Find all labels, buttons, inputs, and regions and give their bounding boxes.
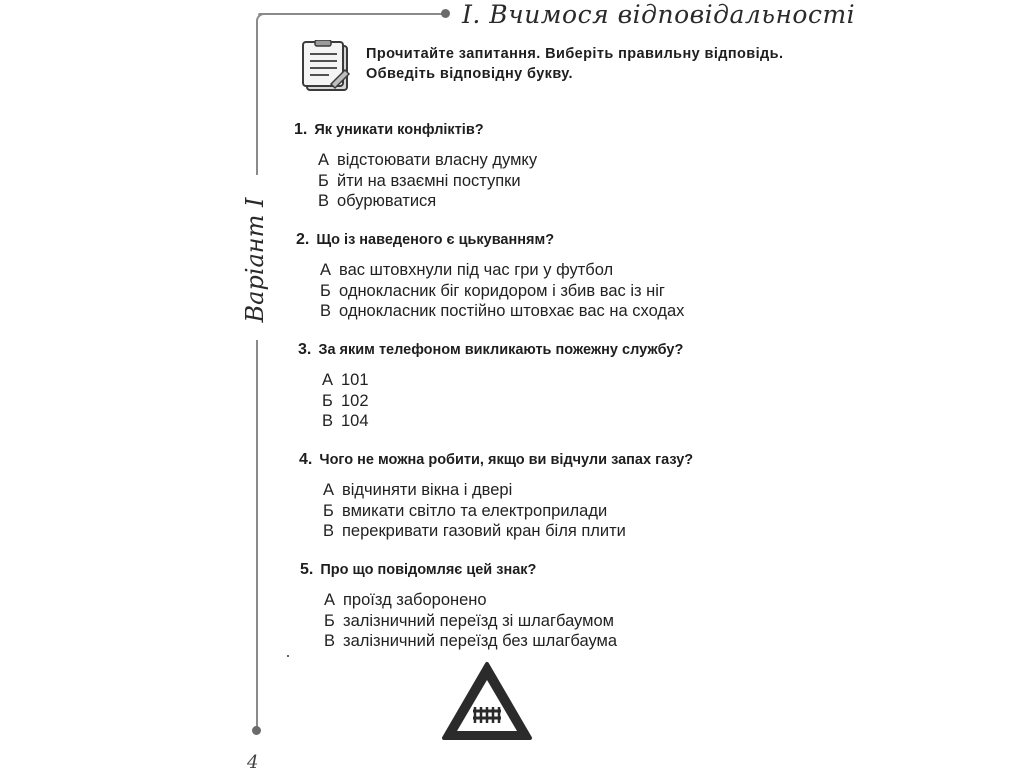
question-4 <box>299 449 693 558</box>
question-title <box>299 449 693 471</box>
answer-option[interactable] <box>322 370 683 391</box>
answer-text: відстоювати власну думку <box>337 151 538 169</box>
answer-text: вас штовхнули під час гри у футбол <box>339 261 614 279</box>
instruction-text: Прочитайте запитання. Виберіть правильну відповідь. Обведіть відповідну букву. <box>366 46 784 82</box>
answer-letter[interactable]: Б <box>322 391 333 410</box>
answer-option[interactable] <box>323 521 693 542</box>
answer-text: 102 <box>341 391 369 410</box>
question-text: Як уникати конфліктів? <box>314 122 484 138</box>
answer-letter[interactable]: А <box>320 261 332 279</box>
answer-letter[interactable]: В <box>322 412 334 430</box>
answer-list <box>322 370 683 432</box>
answer-text: 101 <box>341 371 369 389</box>
answer-option[interactable] <box>318 191 537 212</box>
answer-letter[interactable]: В <box>324 632 336 650</box>
answer-text: проїзд заборонено <box>343 591 487 609</box>
question-text: Що із наведеного є цькуванням? <box>316 232 555 248</box>
answer-letter[interactable]: А <box>324 591 336 609</box>
frame-top-rule <box>258 13 446 15</box>
page-number: 4 <box>247 752 259 768</box>
answer-option[interactable] <box>324 590 617 611</box>
variant-label: Варіант I <box>241 197 269 323</box>
answer-option[interactable] <box>324 611 617 632</box>
answer-option[interactable] <box>323 480 693 501</box>
question-text: За яким телефоном викликають пожежну службу? <box>318 342 684 358</box>
question-number: 4. <box>299 451 313 468</box>
question-number: 3. <box>298 341 312 358</box>
answer-list <box>318 150 537 212</box>
answer-letter[interactable]: В <box>320 302 332 320</box>
frame-bottom-dot <box>252 726 261 735</box>
answer-text: вмикати світло та електроприлади <box>342 501 608 520</box>
answer-list <box>320 260 684 322</box>
railway-crossing-with-barrier-sign-icon <box>440 660 534 742</box>
question-title <box>294 119 537 141</box>
answer-option[interactable] <box>318 150 537 171</box>
answer-option[interactable] <box>324 631 617 652</box>
question-number: 2. <box>296 231 310 248</box>
answer-text: залізничний переїзд зі шлагбаумом <box>343 611 614 630</box>
answer-text: однокласник постійно штовхає вас на сходах <box>339 302 685 320</box>
notepad-icon <box>301 40 353 92</box>
answer-text: залізничний переїзд без шлагбаума <box>343 632 618 650</box>
section-title: І. Вчимося відповідальності <box>462 0 856 29</box>
answer-letter[interactable]: Б <box>323 501 334 520</box>
question-title <box>298 339 683 361</box>
answer-text: однокласник біг коридором і збив вас із ніг <box>339 281 665 300</box>
question-5 <box>300 559 617 668</box>
frame-left-rule-lower <box>256 340 258 728</box>
answer-list <box>323 480 693 542</box>
answer-letter[interactable]: Б <box>318 171 329 190</box>
question-title <box>296 229 684 251</box>
answer-option[interactable] <box>322 411 683 432</box>
print-speck <box>287 655 289 657</box>
answer-option[interactable] <box>318 171 537 192</box>
answer-letter[interactable]: Б <box>320 281 331 300</box>
answer-option[interactable] <box>320 301 684 322</box>
question-3 <box>298 339 683 448</box>
frame-left-rule-upper <box>256 21 258 175</box>
answer-option[interactable] <box>320 260 684 281</box>
question-number: 1. <box>294 121 308 138</box>
question-title <box>300 559 617 581</box>
answer-option[interactable] <box>320 281 684 302</box>
answer-list <box>324 590 617 652</box>
question-2 <box>296 229 684 338</box>
answer-text: обурюватися <box>337 192 437 210</box>
answer-letter[interactable]: А <box>318 151 330 169</box>
answer-option[interactable] <box>322 391 683 412</box>
answer-letter[interactable]: В <box>318 192 330 210</box>
answer-letter[interactable]: А <box>322 371 334 389</box>
answer-option[interactable] <box>323 501 693 522</box>
answer-letter[interactable]: А <box>323 481 335 499</box>
answer-text: відчиняти вікна і двері <box>342 481 513 499</box>
question-text: Чого не можна робити, якщо ви відчули запах газу? <box>319 452 694 468</box>
answer-letter[interactable]: Б <box>324 611 335 630</box>
answer-letter[interactable]: В <box>323 522 335 540</box>
question-number: 5. <box>300 561 314 578</box>
frame-top-dot <box>441 9 450 18</box>
answer-text: 104 <box>341 412 369 430</box>
answer-text: йти на взаємні поступки <box>337 171 521 190</box>
question-1 <box>294 119 537 228</box>
question-text: Про що повідомляє цей знак? <box>320 562 537 578</box>
answer-text: перекривати газовий кран біля плити <box>342 522 626 540</box>
